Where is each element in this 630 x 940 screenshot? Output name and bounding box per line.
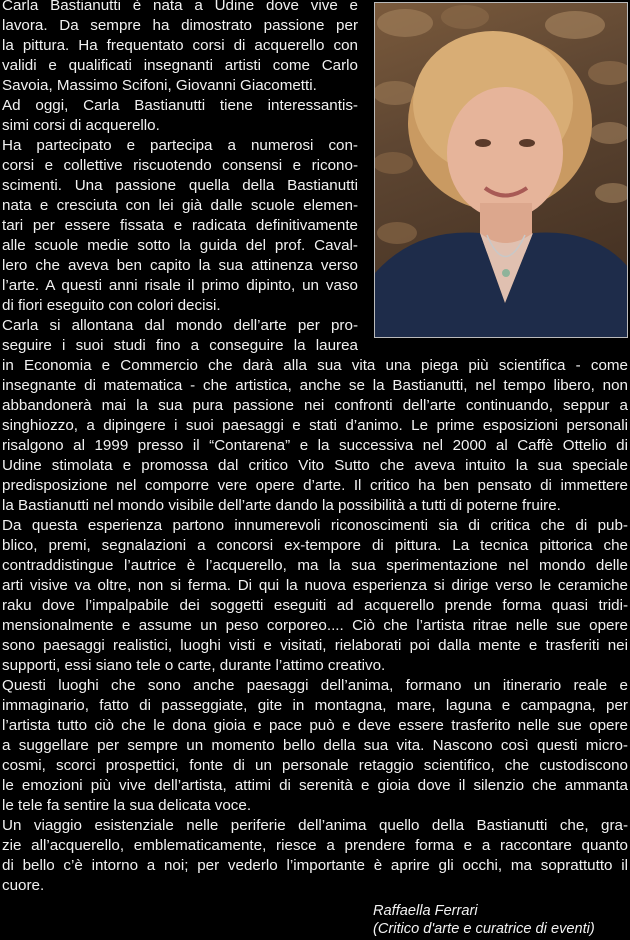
text-line: Udine stimolata e promossa dal critico Vito Sutto che aveva intuito la sua speciale xyxy=(2,457,628,474)
text-line: Ad oggi, Carla Bastianutti tiene interessantis- xyxy=(2,97,358,114)
text-line: la pittura. Ha frequentato corsi di acquerello con xyxy=(2,37,358,54)
text-line: le emozioni più vive dell’artista, attimi di serenità e gioia dove il silenzio che ammanta xyxy=(2,777,628,794)
text-line: abbandonerà mai la sua pura passione nei confronti dell’arte continuando, seppur a xyxy=(2,397,628,414)
text-line: mensionalmente e assume un peso corporeo.... Ciò che l’artista ritrae nelle sue opere xyxy=(2,617,628,634)
text-line: Ha partecipato e partecipa a numerosi con- xyxy=(2,137,358,154)
text-line: l’arte. A questi anni risale il primo dipinto, un vaso xyxy=(2,277,358,294)
text-line: scimenti. Una passione quella della Bastianutti xyxy=(2,177,358,194)
text-line: nata e cresciuta con lei già dalle scuole elemen- xyxy=(2,197,358,214)
text-line: supporti, essi siano tele o carte, durante l’attimo creativo. xyxy=(2,657,386,674)
text-line: singhiozzo, a dipingere i suoi paesaggi e stati d’animo. Le prime esposizioni personali xyxy=(2,417,628,434)
text-line: lavora. Da sempre ha dimostrato passione per xyxy=(2,17,358,34)
text-line: tari per essere fissata e radicata definitivamente xyxy=(2,217,358,234)
text-line: Carla si allontana dal mondo dell’arte per pro- xyxy=(2,317,358,334)
text-line: a suggellare per sempre un momento bello della sua vita. Nascono così questi micro- xyxy=(2,737,628,754)
text-line: insegnante di matematica - che artistica, anche se la Bastianutti, nel tempo libero, non xyxy=(2,377,628,394)
text-line: sono paesaggi realistici, luoghi visti e visitati, rielaborati poi dalla mente e trasferiti nei xyxy=(2,637,628,654)
text-line: simi corsi di acquerello. xyxy=(2,117,160,134)
text-line: contraddistingue l’autrice è l’acquerello, ma la sua sperimentazione nel mondo delle xyxy=(2,557,628,574)
artist-photo xyxy=(374,2,628,338)
text-line: di fiori eseguito con colori decisi. xyxy=(2,297,221,314)
text-line: blico, premi, segnalazioni a concorsi ex-tempore di pittura. La tecnica pittorica che xyxy=(2,537,628,554)
text-line: raku dove l’impalpabile dei soggetti eseguiti ad acquerello prende forma quasi tridi- xyxy=(2,597,628,614)
text-line: le tele fa sentire la sua delicata voce. xyxy=(2,797,252,814)
author-role: (Critico d'arte e curatrice di eventi) xyxy=(373,921,595,937)
text-line: predisposizione nel comporre vere opere d’arte. Il critico ha ben pensato di immettere xyxy=(2,477,628,494)
text-line: risalgono al 1999 presso il “Contarena” e la successiva nel 2000 al Caffè Ottelio di xyxy=(2,437,628,454)
text-line: corsi e collettive riscuotendo consensi e ricono- xyxy=(2,157,358,174)
text-line: Carla Bastianutti è nata a Udine dove vive e xyxy=(2,0,358,14)
text-line: Questi luoghi che sono anche paesaggi dell’anima, formano un itinerario reale e xyxy=(2,677,628,694)
text-line: alle scuole medie sotto la guida del prof. Caval- xyxy=(2,237,358,254)
text-line: Savoia, Massimo Scifoni, Giovanni Giacometti. xyxy=(2,77,317,94)
text-line: la Bastianutti nel mondo visibile dell’arte dando la possibilità a tutti di poterne fruire. xyxy=(2,497,561,514)
text-line: cuore. xyxy=(2,877,45,894)
text-line: arti visive va oltre, non si ferma. Di qui la nuova esperienza si dirige verso le ceramiche xyxy=(2,577,628,594)
text-line: Un viaggio esistenziale nelle periferie dell’anima quello della Bastianutti che, gra- xyxy=(2,817,628,834)
text-line: di bello c’è intorno a noi; per vederlo l’importante è aprire gli occhi, ma soprattutto il xyxy=(2,857,628,874)
text-line: seguire i suoi studi fino a conseguire la laurea xyxy=(2,337,358,354)
text-line: immaginario, fatto di passeggiate, gite in montagna, mare, laguna e campagna, per xyxy=(2,697,628,714)
text-line: Da questa esperienza partono innumerevoli riconoscimenti sia di critica che di pub- xyxy=(2,517,628,534)
text-line: cosmi, scorci prospettici, fonte di un personale retaggio scientifico, che custodiscono xyxy=(2,757,628,774)
text-line: zie all’acquerello, emblematicamente, riesce a prendere forma e a raccontare quanto xyxy=(2,837,628,854)
text-line: l’artista tutto ciò che le dona gioia e pace può e deve essere trasferito nelle sue opere xyxy=(2,717,628,734)
text-line: in Economia e Commercio che darà alla sua vita una piega più scientifica - come xyxy=(2,357,628,374)
text-line: lero che aveva ben capito la sua attinenza verso xyxy=(2,257,358,274)
portrait-illustration xyxy=(375,3,628,338)
text-line: validi e qualificati insegnanti artisti come Carlo xyxy=(2,57,358,74)
author-name: Raffaella Ferrari xyxy=(373,903,478,919)
